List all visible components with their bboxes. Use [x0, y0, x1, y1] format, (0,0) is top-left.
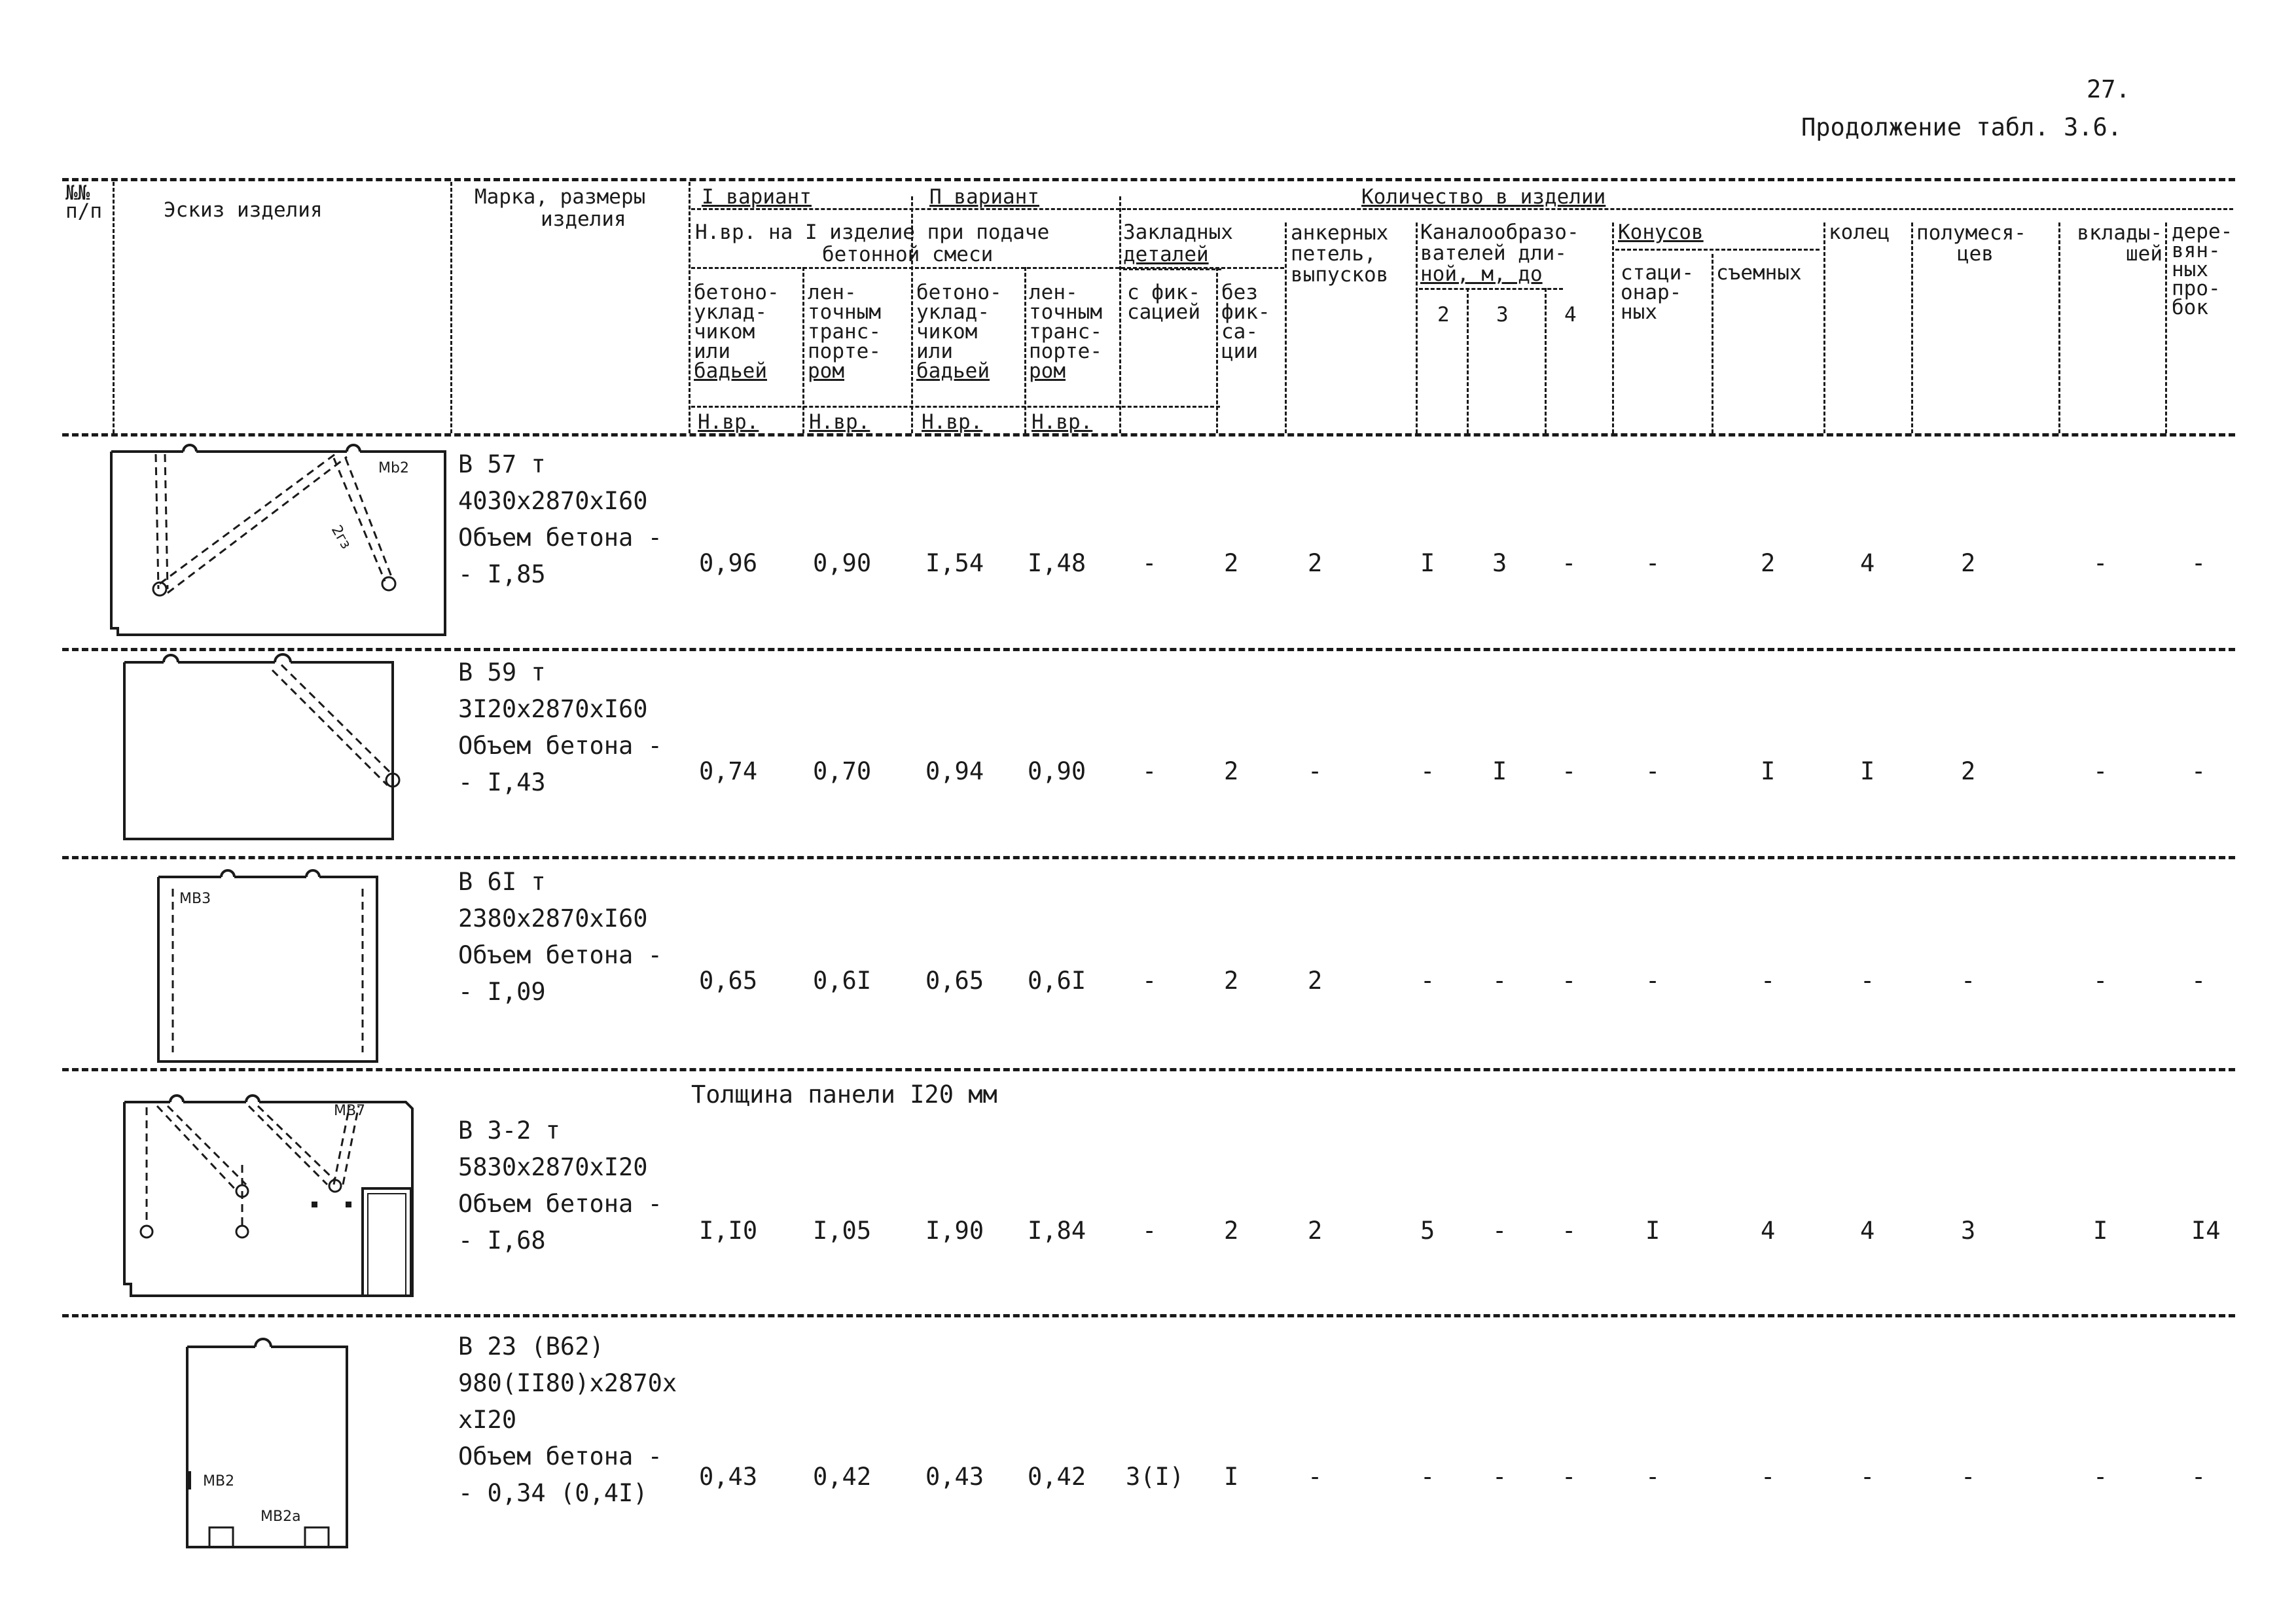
table-cell: 0,65 — [925, 967, 984, 995]
table-cell: I — [1224, 1463, 1239, 1491]
table-cell: 2 — [1224, 549, 1239, 577]
header-sub-lent-1: лен- точным транс- порте- ром — [808, 281, 881, 383]
table-cell: 0,94 — [925, 757, 984, 785]
header-without-fix: без фик- са- ции — [1221, 281, 1270, 363]
table-cell: I,54 — [925, 549, 984, 577]
table-cell: - — [1492, 1463, 1507, 1491]
header-sep — [1612, 223, 1614, 433]
header-sep — [1467, 288, 1469, 433]
table-cell: 2 — [1961, 757, 1976, 785]
table-cell: 4 — [1860, 1217, 1875, 1245]
table-cell: - — [2191, 967, 2206, 995]
row-2-mark: В 59 т 3I20х2870хI60 Объем бетона - - I,43 — [458, 658, 662, 796]
table-caption: Продолжение табл. 3.6. — [1801, 113, 2123, 141]
header-anchor: анкерных петель, выпусков — [1291, 221, 1389, 287]
table-cell: 0,6I — [1028, 967, 1086, 995]
table-cell: - — [1961, 967, 1976, 995]
table-cell: 0,42 — [813, 1463, 872, 1491]
table-cell: 0,70 — [813, 757, 872, 785]
header-sep — [1416, 223, 1418, 433]
table-cell: 0,90 — [1028, 757, 1086, 785]
table-cell: - — [1142, 757, 1157, 785]
header-channel-col-3: 3 — [1496, 303, 1509, 327]
svg-text:Мb2: Мb2 — [378, 460, 409, 476]
header-unit-1: Н.вр. — [698, 410, 759, 434]
table-cell: 0,42 — [1028, 1463, 1086, 1491]
header-inserts: вклады- шей — [2077, 221, 2162, 266]
table-cell: 5 — [1420, 1217, 1435, 1245]
table-cell: 2 — [1224, 967, 1239, 995]
header-subrule — [1615, 249, 1820, 251]
row-4-mark: В 3-2 т 5830х2870хI20 Объем бетона - - I,68 — [458, 1116, 662, 1255]
header-with-fix: с фик- сацией — [1127, 281, 1200, 324]
sketch-panel-v61 — [156, 863, 385, 1065]
table-cell: - — [2191, 757, 2206, 785]
header-cones-removable: съемных — [1716, 261, 1802, 285]
table-cell: - — [2093, 967, 2108, 995]
table-cell: - — [1645, 549, 1660, 577]
table-cell: - — [1961, 1463, 1976, 1491]
svg-text:МВ3: МВ3 — [179, 891, 211, 907]
header-sep — [2165, 223, 2167, 433]
header-sep — [1545, 288, 1547, 433]
svg-text:МВ7: МВ7 — [334, 1103, 366, 1119]
header-sep — [113, 182, 115, 433]
row-separator — [62, 1068, 2235, 1071]
table-cell: - — [1142, 549, 1157, 577]
header-halfmoons: полумеся- цев — [1916, 221, 2026, 266]
header-sep — [802, 267, 804, 433]
header-top-rule — [62, 178, 2235, 181]
header-mark-l1: Марка, размеры — [475, 185, 646, 209]
header-quantity: Количество в изделии — [1361, 185, 1606, 209]
table-cell: 3 — [1961, 1217, 1976, 1245]
row-1-mark: В 57 т 4030х2870хI60 Объем бетона - - I,85 — [458, 450, 662, 588]
header-embedded-l1: Закладных — [1123, 221, 1233, 244]
section-note: Толщина панели I20 мм — [691, 1080, 997, 1109]
page-number: 27. — [2087, 75, 2130, 103]
header-subrule — [1123, 268, 1221, 270]
table-cell: - — [1645, 967, 1660, 995]
header-embedded-l2: деталей — [1123, 243, 1209, 266]
table-cell: - — [1645, 757, 1660, 785]
header-sep — [1216, 267, 1218, 433]
table-cell: 2 — [1224, 757, 1239, 785]
table-cell: - — [1142, 967, 1157, 995]
table-cell: - — [2191, 549, 2206, 577]
sketch-panel-v57 — [105, 432, 458, 641]
table-cell: 2 — [1224, 1217, 1239, 1245]
table-cell: - — [1562, 757, 1577, 785]
table-cell: - — [1860, 967, 1875, 995]
row-5-mark: В 23 (В62) 980(II80)х2870х хI20 Объем бетона - - 0,34 (0,4I) — [458, 1332, 677, 1507]
table-cell: - — [1860, 1463, 1875, 1491]
table-cell: - — [1645, 1463, 1660, 1491]
table-cell: I,90 — [925, 1217, 984, 1245]
table-cell: 3(I) — [1126, 1463, 1185, 1491]
header-sep — [2058, 223, 2060, 433]
header-sub-beton-1: бетоно- уклад- чиком или бадьей — [694, 281, 780, 383]
table-cell: 0,74 — [699, 757, 758, 785]
table-cell: 2 — [1761, 549, 1776, 577]
table-cell: 2 — [1308, 549, 1323, 577]
table-cell: 0,43 — [699, 1463, 758, 1491]
table-cell: I,48 — [1028, 549, 1086, 577]
header-unit-4: Н.вр. — [1031, 410, 1093, 434]
header-channel-l2: вателей дли- — [1420, 241, 1567, 265]
table-cell: 2 — [1961, 549, 1976, 577]
table-cell: I — [1420, 549, 1435, 577]
header-subrule — [1419, 288, 1563, 290]
header-hvr-l2: бетонной смеси — [822, 243, 994, 266]
table-cell: - — [1562, 1217, 1577, 1245]
header-sub-beton-2: бетоно- уклад- чиком или бадьей — [916, 281, 1002, 383]
table-cell: - — [1420, 757, 1435, 785]
header-mark-l2: изделия — [541, 207, 626, 231]
table-cell: 2 — [1308, 1217, 1323, 1245]
header-channel-col-4: 4 — [1564, 303, 1577, 327]
header-sep — [1911, 223, 1913, 433]
header-sep — [1285, 223, 1287, 433]
table-cell: - — [1308, 1463, 1323, 1491]
table-cell: I — [1492, 757, 1507, 785]
header-sep — [1024, 267, 1026, 433]
row-separator — [62, 856, 2235, 859]
table-cell: 0,6I — [813, 967, 872, 995]
table-cell: - — [2093, 1463, 2108, 1491]
svg-text:МВ2а: МВ2а — [260, 1508, 301, 1525]
table-cell: I — [1761, 757, 1776, 785]
table-cell: - — [1761, 967, 1776, 995]
table-cell: 0,65 — [699, 967, 758, 995]
table-cell: - — [1562, 549, 1577, 577]
header-rings: колец — [1829, 221, 1890, 244]
sketch-panel-v3-2 — [118, 1080, 445, 1302]
header-cones: Конусов — [1618, 221, 1704, 244]
header-sep — [689, 182, 691, 433]
table-cell: - — [1562, 1463, 1577, 1491]
table-cell: - — [2093, 757, 2108, 785]
table-cell: I,I0 — [699, 1217, 758, 1245]
table-cell: 4 — [1860, 549, 1875, 577]
table-cell: 3 — [1492, 549, 1507, 577]
table-cell: - — [2191, 1463, 2206, 1491]
table-cell: I,05 — [813, 1217, 872, 1245]
table-cell: 0,90 — [813, 549, 872, 577]
header-sketch: Эскиз изделия — [164, 198, 323, 222]
table-cell: - — [1420, 967, 1435, 995]
table-cell: I4 — [2191, 1217, 2221, 1245]
table-cell: - — [1761, 1463, 1776, 1491]
header-channel-l1: Каналообразо- — [1420, 221, 1579, 244]
header-sep — [1712, 254, 1713, 433]
table-cell: I,84 — [1028, 1217, 1086, 1245]
header-var1: I вариант — [702, 185, 812, 209]
table-cell: - — [1420, 1463, 1435, 1491]
header-sep — [450, 182, 452, 433]
table-cell: - — [1492, 967, 1507, 995]
header-num-l1: №№ — [65, 181, 90, 205]
table-cell: - — [1142, 1217, 1157, 1245]
sketch-panel-v59 — [118, 649, 432, 852]
table-cell: 2 — [1308, 967, 1323, 995]
header-subrule — [691, 406, 1220, 408]
header-hvr-l1: Н.вр. на I изделие при подаче — [695, 221, 1050, 244]
header-num-l2: п/п — [65, 200, 102, 223]
table-cell: - — [1308, 757, 1323, 785]
header-cones-stationary: стаци- онар- ных — [1621, 261, 1694, 324]
header-wood-plugs: дере- вян- ных про- бок — [2172, 220, 2233, 319]
sketch-panel-v23 — [177, 1329, 353, 1551]
svg-text:2гз: 2гз — [327, 522, 355, 552]
header-channel-l3: ной, м, до — [1420, 262, 1543, 286]
header-var2: П вариант — [929, 185, 1039, 209]
table-cell: - — [2093, 549, 2108, 577]
header-subrule — [1127, 208, 2233, 210]
table-cell: 4 — [1761, 1217, 1776, 1245]
header-channel-col-2: 2 — [1437, 303, 1450, 327]
row-3-mark: В 6I т 2380х2870хI60 Объем бетона - - I,09 — [458, 868, 662, 1006]
header-sep — [1823, 223, 1825, 433]
table-cell: 0,43 — [925, 1463, 984, 1491]
table-cell: 0,96 — [699, 549, 758, 577]
row-separator — [62, 1314, 2235, 1317]
header-unit-2: Н.вр. — [809, 410, 870, 434]
header-sub-lent-2: лен- точным транс- порте- ром — [1029, 281, 1102, 383]
table-cell: - — [1562, 967, 1577, 995]
table-cell: - — [1492, 1217, 1507, 1245]
table-cell: I — [1860, 757, 1875, 785]
header-unit-3: Н.вр. — [922, 410, 983, 434]
table-cell: I — [1645, 1217, 1660, 1245]
table-cell: I — [2093, 1217, 2108, 1245]
svg-text:МВ2: МВ2 — [203, 1473, 235, 1489]
